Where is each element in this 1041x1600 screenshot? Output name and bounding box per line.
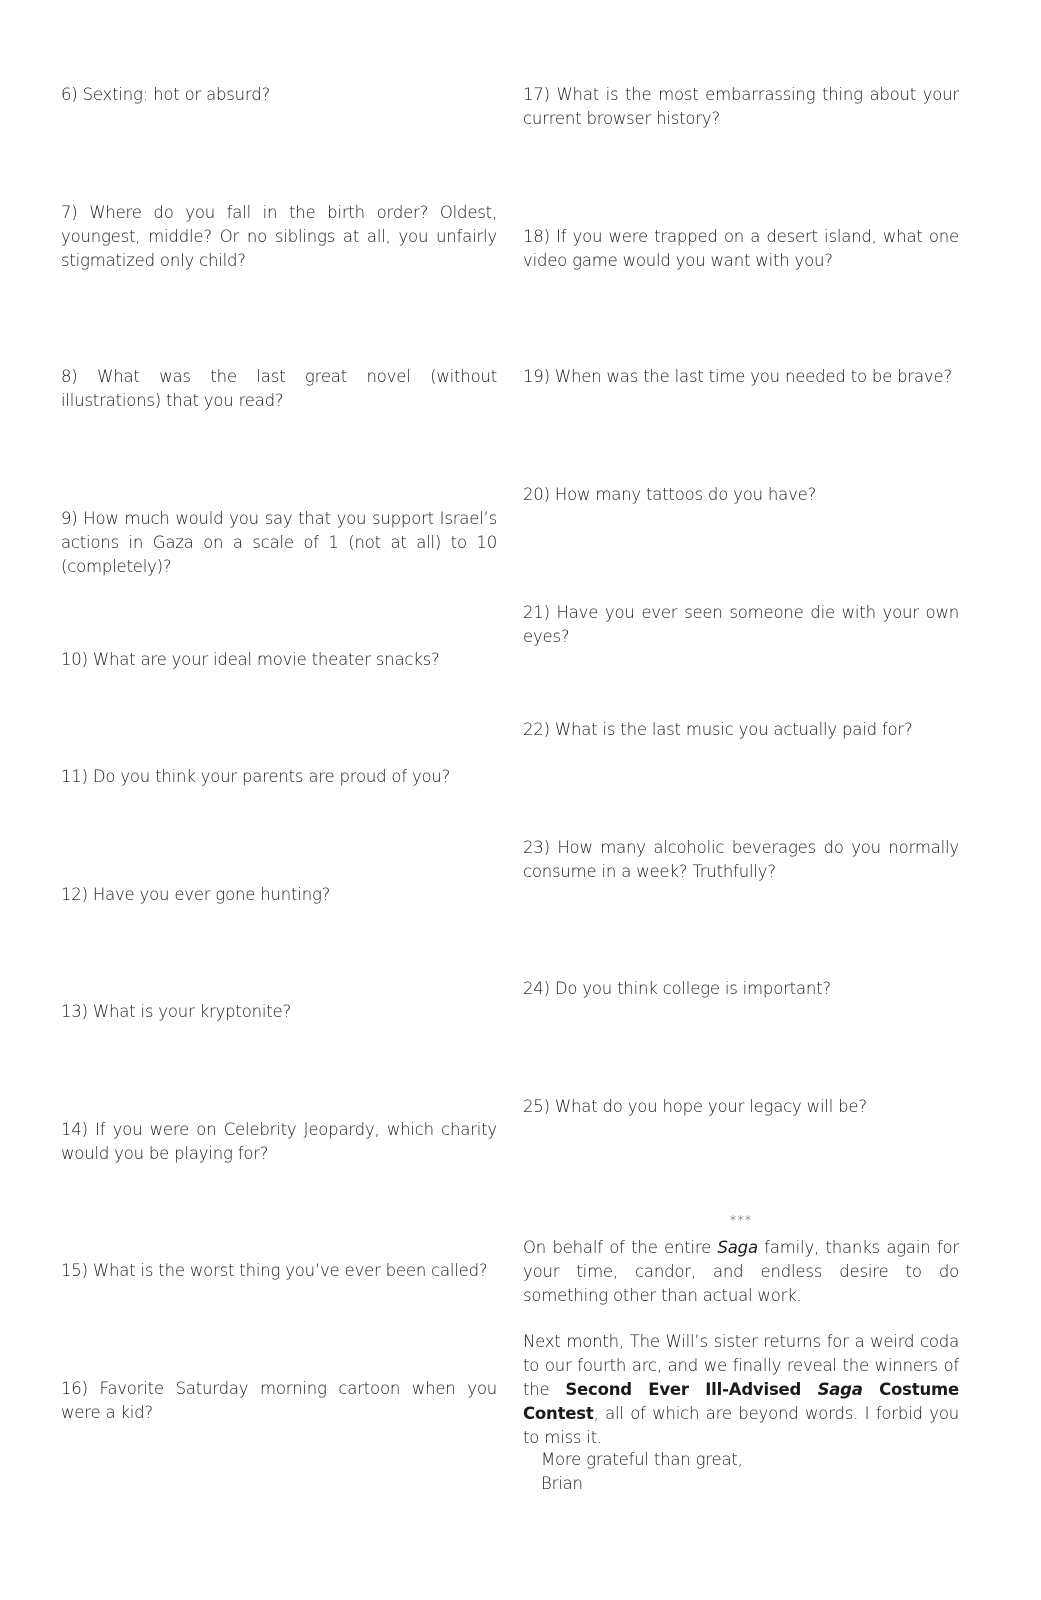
question-10: 10) What are your ideal movie theater snacks? <box>61 650 440 669</box>
question-8: 8) What was the last great novel (without illustrations) that you read? <box>61 367 497 410</box>
question-22: 22) What is the last music you actually paid for? <box>523 720 913 739</box>
question-23: 23) How many alcoholic beverages do you normally consume in a week? Truthfully? <box>523 838 959 881</box>
question-9: 9) How much would you say that you support Israel’s actions in Gaza on a scale of 1 (not at all) to 10 (completely)? <box>61 509 497 576</box>
closing-paragraph-1: On behalf of the entire Saga family, thanks again for your time, candor, and endless desire to do something other than actual work. <box>523 1238 959 1305</box>
question-11: 11) Do you think your parents are proud of you? <box>61 767 451 786</box>
question-16: 16) Favorite Saturday morning cartoon when you were a kid? <box>61 1379 497 1422</box>
question-15: 15) What is the worst thing you’ve ever been called? <box>61 1261 488 1280</box>
question-14: 14) If you were on Celebrity Jeopardy, which charity would you be playing for? <box>61 1120 497 1163</box>
question-7: 7) Where do you fall in the birth order? Oldest, youngest, middle? Or no siblings at all, you unfairly stigmatized only child? <box>61 203 497 270</box>
question-20: 20) How many tattoos do you have? <box>523 485 817 504</box>
question-12: 12) Have you ever gone hunting? <box>61 885 331 904</box>
signoff: More grateful than great, <box>541 1450 743 1469</box>
section-separator: *** <box>729 1214 753 1229</box>
question-24: 24) Do you think college is important? <box>523 979 831 998</box>
question-19: 19) When was the last time you needed to be brave? <box>523 367 952 386</box>
contest-name: Second Ever Ill-Advised Saga Costume Contest <box>523 1380 960 1423</box>
question-25: 25) What do you hope your legacy will be? <box>523 1097 867 1116</box>
question-18: 18) If you were trapped on a desert island, what one video game would you want with you? <box>523 227 959 270</box>
closing-paragraph-2: Next month, The Will’s sister returns for a weird coda to our fourth arc, and we finally reveal the winners of the Second Ever Ill-Advised Saga Costume Contest, all of which are beyond words. I forbid you to miss it. <box>523 1332 960 1447</box>
question-21: 21) Have you ever seen someone die with your own eyes? <box>523 603 959 646</box>
question-6: 6) Sexting: hot or absurd? <box>61 85 271 104</box>
question-13: 13) What is your kryptonite? <box>61 1002 292 1021</box>
signature: Brian <box>541 1474 583 1493</box>
question-17: 17) What is the most embarrassing thing about your current browser history? <box>523 85 959 128</box>
saga-title: Saga <box>717 1238 758 1257</box>
